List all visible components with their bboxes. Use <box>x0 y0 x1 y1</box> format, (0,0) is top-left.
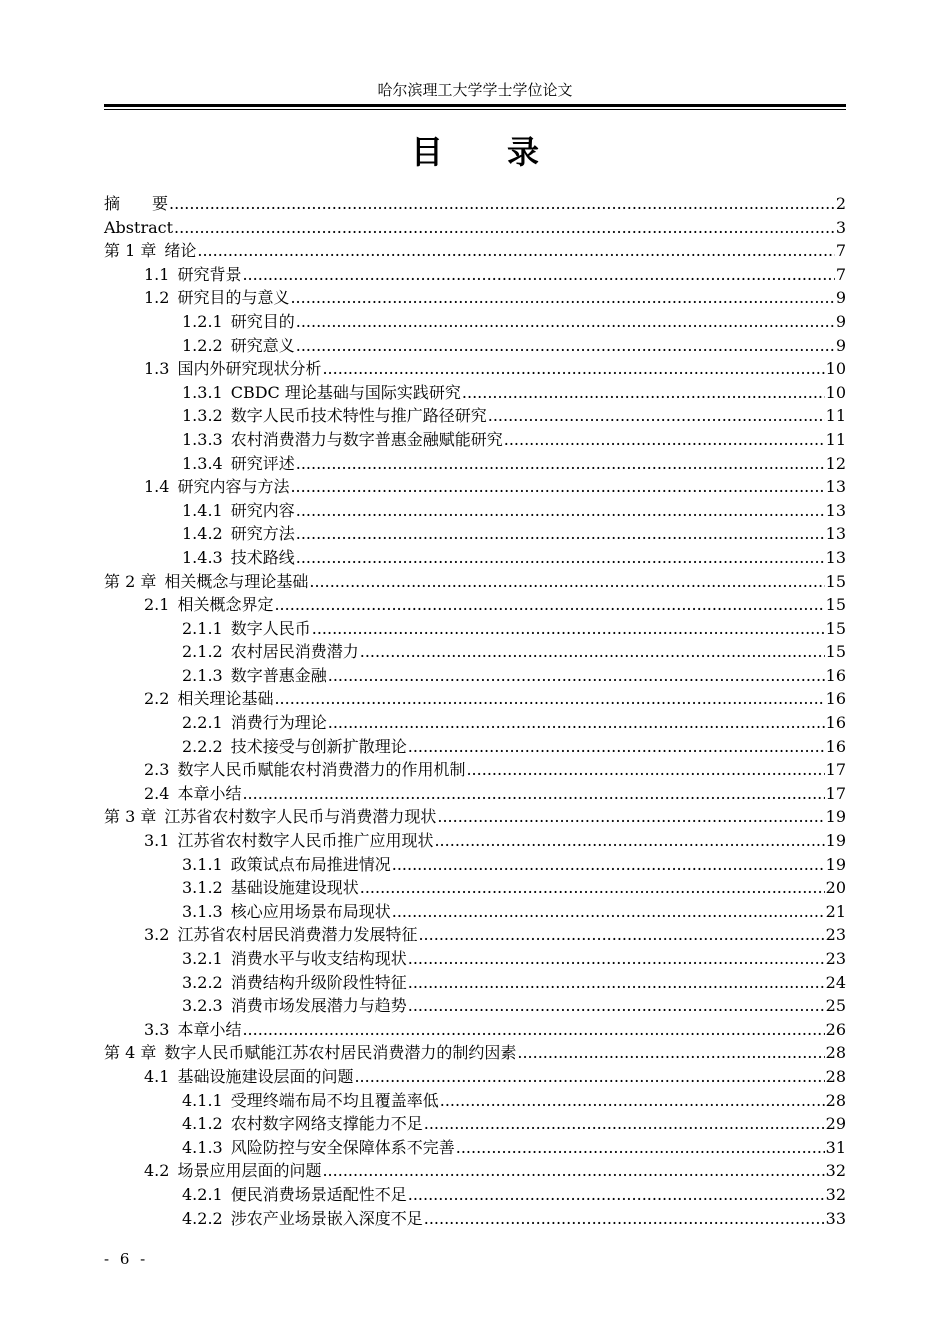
toc-entry[interactable] <box>104 499 846 523</box>
toc-entry-number: 1.3.2 <box>182 406 223 426</box>
toc-entry-title: 数字普惠金融 <box>230 665 327 685</box>
toc-entry-label <box>182 735 407 759</box>
toc-entry-number: 1.2.1 <box>182 311 223 331</box>
toc-entry-page: 17 <box>825 760 846 780</box>
toc-entry[interactable] <box>104 1136 846 1160</box>
toc-entry-label <box>182 452 295 476</box>
toc-entry[interactable] <box>104 1112 846 1136</box>
toc-entry-number: 3.2 <box>144 925 170 945</box>
toc-entry-page: 32 <box>825 1184 846 1204</box>
toc-entry-label <box>182 711 327 735</box>
toc-entry-number: 4.1.1 <box>182 1090 223 1110</box>
toc-entry[interactable] <box>104 1018 846 1042</box>
toc-entry-label <box>144 593 273 617</box>
toc-entry[interactable] <box>104 853 846 877</box>
toc-entry[interactable] <box>104 357 846 381</box>
toc-entry-title: 消费水平与收支结构现状 <box>230 949 407 968</box>
toc-dot-leader <box>242 263 834 287</box>
toc-entry-label <box>144 829 433 853</box>
table-of-contents <box>104 192 846 1230</box>
toc-dot-leader <box>290 286 834 310</box>
toc-dot-leader <box>328 711 825 735</box>
toc-entry-title: 受理终端布局不均且覆盖率低 <box>230 1090 439 1110</box>
toc-dot-leader <box>408 947 825 971</box>
toc-entry-label <box>144 357 321 381</box>
toc-entry-number: 1.4 <box>144 477 170 497</box>
toc-entry-label <box>182 522 295 546</box>
toc-entry-number: 2.1.1 <box>182 618 223 638</box>
toc-entry-title: 技术接受与创新扩散理论 <box>230 736 407 756</box>
toc-entry-title: 研究意义 <box>230 335 295 355</box>
toc-entry[interactable] <box>104 735 846 759</box>
toc-entry-title: 研究内容与方法 <box>177 477 290 497</box>
toc-entry[interactable] <box>104 640 846 664</box>
toc-dot-leader <box>296 452 825 476</box>
toc-entry-label <box>182 853 391 877</box>
toc-entry[interactable] <box>104 239 846 263</box>
toc-entry[interactable] <box>104 1065 846 1089</box>
toc-dot-leader <box>296 546 825 570</box>
toc-entry-page: 9 <box>835 311 846 331</box>
toc-entry[interactable] <box>104 334 846 358</box>
toc-dot-leader <box>392 900 825 924</box>
toc-entry-label <box>182 664 327 688</box>
toc-entry-label <box>182 1089 439 1113</box>
running-header: 哈尔滨理工大学学士学位论文 <box>377 81 573 99</box>
toc-entry-number: 摘 要 <box>104 194 169 213</box>
toc-entry-title: 技术路线 <box>230 547 295 567</box>
toc-entry[interactable] <box>104 876 846 900</box>
toc-dot-leader <box>360 876 825 900</box>
toc-entry-page: 19 <box>825 854 846 874</box>
toc-dot-leader <box>197 239 834 263</box>
toc-entry-number: 2.2.2 <box>182 736 223 756</box>
toc-entry-page: 23 <box>825 949 846 968</box>
toc-entry-label <box>182 900 391 924</box>
toc-entry-page: 10 <box>825 382 846 402</box>
toc-dot-leader <box>462 381 825 405</box>
toc-entry-number: 2.4 <box>144 783 170 803</box>
toc-entry-title: 相关概念界定 <box>177 595 274 615</box>
toc-entry[interactable] <box>104 546 846 570</box>
toc-entry-title: 研究方法 <box>230 524 295 544</box>
toc-entry[interactable] <box>104 381 846 405</box>
toc-entry-title: 数字人民币赋能农村消费潜力的作用机制 <box>177 760 466 780</box>
toc-entry-title: 研究内容 <box>230 500 295 520</box>
toc-entry-number: 1.1 <box>144 264 170 284</box>
toc-entry-number: 4.2 <box>144 1161 170 1181</box>
toc-entry-label <box>144 286 289 310</box>
toc-entry[interactable] <box>104 805 846 829</box>
toc-entry-number: 3.2.2 <box>182 972 223 992</box>
toc-dot-leader <box>328 664 825 688</box>
toc-entry[interactable] <box>104 286 846 310</box>
toc-entry-number: Abstract <box>104 217 174 237</box>
toc-dot-leader <box>424 1112 825 1136</box>
toc-dot-leader <box>274 687 824 711</box>
toc-entry-number: 4.1.3 <box>182 1137 223 1157</box>
toc-entry-number: 3.2.1 <box>182 949 223 968</box>
toc-dot-leader <box>322 357 824 381</box>
toc-entry-number: 4.2.1 <box>182 1184 223 1204</box>
toc-dot-leader <box>174 216 835 240</box>
toc-entry[interactable] <box>104 617 846 641</box>
toc-entry[interactable] <box>104 404 846 428</box>
toc-entry-number: 2.1.2 <box>182 642 223 662</box>
toc-entry-page: 13 <box>825 500 846 520</box>
toc-entry[interactable] <box>104 1159 846 1183</box>
toc-entry-page: 15 <box>825 595 846 615</box>
toc-entry[interactable] <box>104 216 846 240</box>
toc-dot-leader <box>440 1089 825 1113</box>
toc-dot-leader <box>322 1159 824 1183</box>
toc-entry-label <box>104 1041 516 1065</box>
page-title: 目 录 <box>410 133 539 171</box>
toc-entry-page: 24 <box>825 972 846 992</box>
toc-entry-label <box>144 923 417 947</box>
toc-entry-page: 28 <box>825 1043 846 1063</box>
toc-entry[interactable] <box>104 923 846 947</box>
toc-entry-title: 农村居民消费潜力 <box>230 642 359 662</box>
toc-entry[interactable] <box>104 475 846 499</box>
toc-entry-label <box>104 570 308 594</box>
toc-entry-page: 17 <box>825 783 846 803</box>
toc-entry-page: 11 <box>825 429 846 449</box>
toc-entry-number: 4.1.2 <box>182 1114 223 1134</box>
toc-entry-page: 15 <box>825 642 846 662</box>
toc-entry-label <box>182 546 295 570</box>
toc-dot-leader <box>488 404 825 428</box>
toc-entry[interactable] <box>104 1207 846 1231</box>
toc-entry-page: 10 <box>825 359 846 379</box>
toc-dot-leader <box>360 640 825 664</box>
toc-entry-number: 1.3.1 <box>182 382 223 402</box>
toc-entry-label <box>182 404 487 428</box>
toc-entry-page: 28 <box>825 1090 846 1110</box>
toc-entry-title: 风险防控与安全保障体系不完善 <box>230 1137 455 1157</box>
toc-entry-label <box>182 310 295 334</box>
toc-entry[interactable] <box>104 263 846 287</box>
toc-entry-page: 11 <box>825 406 846 426</box>
toc-dot-leader <box>466 758 824 782</box>
toc-entry[interactable] <box>104 900 846 924</box>
toc-dot-leader <box>312 617 825 641</box>
toc-entry-page: 16 <box>825 713 846 733</box>
toc-dot-leader <box>408 994 825 1018</box>
toc-dot-leader <box>517 1041 824 1065</box>
toc-entry-title: 便民消费场景适配性不足 <box>230 1184 407 1204</box>
toc-entry-title: 消费行为理论 <box>230 713 327 733</box>
toc-dot-leader <box>434 829 824 853</box>
page-number: - 6 - <box>104 1250 149 1268</box>
toc-entry-page: 19 <box>825 831 846 851</box>
toc-entry-number: 第 1 章 <box>104 241 157 261</box>
toc-dot-leader <box>296 334 835 358</box>
toc-entry-number: 第 3 章 <box>104 807 157 827</box>
toc-entry-page: 23 <box>825 925 846 945</box>
toc-entry-number: 1.2 <box>144 288 170 308</box>
toc-entry-page: 13 <box>825 547 846 567</box>
toc-entry[interactable] <box>104 1183 846 1207</box>
toc-dot-leader <box>242 1018 824 1042</box>
toc-entry-label <box>182 947 407 971</box>
toc-entry-number: 第 4 章 <box>104 1043 157 1063</box>
toc-entry-number: 3.1.3 <box>182 901 223 921</box>
toc-entry-number: 1.4.3 <box>182 547 223 567</box>
toc-dot-leader <box>504 428 825 452</box>
toc-entry-title: 研究目的 <box>230 311 295 331</box>
toc-entry-title: 本章小结 <box>177 1019 242 1039</box>
toc-entry-number: 第 2 章 <box>104 571 157 591</box>
toc-entry-label <box>104 239 196 263</box>
toc-entry-title: 江苏省农村数字人民币推广应用现状 <box>177 831 434 851</box>
toc-entry-title: 江苏省农村数字人民币与消费潜力现状 <box>164 807 437 827</box>
toc-entry-page: 21 <box>825 901 846 921</box>
toc-entry-number: 2.2.1 <box>182 713 223 733</box>
toc-entry-title: 涉农产业场景嵌入深度不足 <box>230 1208 423 1228</box>
toc-entry-title: 场景应用层面的问题 <box>177 1161 322 1181</box>
toc-entry-page: 16 <box>825 736 846 756</box>
toc-entry-number: 1.4.1 <box>182 500 223 520</box>
toc-entry[interactable] <box>104 782 846 806</box>
toc-entry-page: 32 <box>825 1161 846 1181</box>
toc-entry-page: 29 <box>825 1114 846 1134</box>
toc-entry-label <box>182 1112 423 1136</box>
toc-entry[interactable] <box>104 687 846 711</box>
toc-entry[interactable] <box>104 1089 846 1113</box>
toc-entry-number: 1.3 <box>144 359 170 379</box>
toc-entry-page: 15 <box>825 618 846 638</box>
toc-entry-title: 国内外研究现状分析 <box>177 359 322 379</box>
toc-entry-label <box>144 263 241 287</box>
toc-entry-label <box>182 1136 455 1160</box>
toc-entry-title: 研究目的与意义 <box>177 288 290 308</box>
toc-entry-number: 3.2.3 <box>182 996 223 1016</box>
toc-entry-number: 2.2 <box>144 689 170 709</box>
toc-entry-label <box>182 617 311 641</box>
toc-entry[interactable] <box>104 452 846 476</box>
toc-entry-number: 4.2.2 <box>182 1208 223 1228</box>
toc-entry[interactable] <box>104 711 846 735</box>
toc-entry-label <box>182 971 407 995</box>
toc-entry[interactable] <box>104 829 846 853</box>
toc-entry-title: 研究评述 <box>230 453 295 473</box>
toc-entry-label <box>182 876 359 900</box>
toc-entry-number: 1.3.4 <box>182 453 223 473</box>
toc-entry-title: 绪论 <box>164 241 197 261</box>
toc-entry-page: 3 <box>835 217 846 237</box>
toc-entry-number: 3.1.1 <box>182 854 223 874</box>
toc-entry-page: 16 <box>825 665 846 685</box>
toc-dot-leader <box>296 499 825 523</box>
toc-entry-number: 1.4.2 <box>182 524 223 544</box>
toc-entry-number: 3.1 <box>144 831 170 851</box>
toc-entry-page: 26 <box>825 1019 846 1039</box>
toc-entry-title: 农村消费潜力与数字普惠金融赋能研究 <box>230 429 503 449</box>
toc-entry[interactable] <box>104 664 846 688</box>
toc-entry-title: 数字人民币赋能江苏农村居民消费潜力的制约因素 <box>164 1043 517 1063</box>
toc-entry[interactable] <box>104 310 846 334</box>
toc-entry-number: 2.1 <box>144 595 170 615</box>
toc-entry-title: 数字人民币技术特性与推广路径研究 <box>230 406 487 426</box>
toc-entry-number: 3.1.2 <box>182 878 223 898</box>
toc-entry-title: 政策试点布局推进情况 <box>230 854 391 874</box>
toc-entry-label <box>104 192 168 216</box>
toc-entry-title: CBDC 理论基础与国际实践研究 <box>230 382 461 402</box>
toc-entry-page: 33 <box>825 1208 846 1228</box>
toc-entry[interactable] <box>104 971 846 995</box>
header-rule-thick <box>104 104 846 107</box>
toc-entry-number: 1.2.2 <box>182 335 223 355</box>
toc-dot-leader <box>354 1065 824 1089</box>
toc-entry-page: 31 <box>825 1137 846 1157</box>
toc-entry-number: 2.1.3 <box>182 665 223 685</box>
toc-entry-number: 3.3 <box>144 1019 170 1039</box>
toc-entry-label <box>144 687 273 711</box>
toc-entry-label <box>182 1183 407 1207</box>
toc-entry-label <box>182 994 407 1018</box>
toc-dot-leader <box>418 923 824 947</box>
toc-entry[interactable] <box>104 1041 846 1065</box>
toc-entry-page: 9 <box>835 335 846 355</box>
toc-entry-label <box>144 782 241 806</box>
toc-entry-page: 9 <box>835 288 846 308</box>
toc-entry[interactable] <box>104 570 846 594</box>
toc-entry-title: 基础设施建设现状 <box>230 878 359 898</box>
toc-entry-number: 1.3.3 <box>182 429 223 449</box>
toc-entry-label <box>182 499 295 523</box>
toc-dot-leader <box>296 522 825 546</box>
toc-entry-title: 研究背景 <box>177 264 242 284</box>
toc-entry-title: 本章小结 <box>177 783 242 803</box>
toc-entry-label <box>182 428 503 452</box>
toc-entry-page: 19 <box>825 807 846 827</box>
toc-dot-leader <box>392 853 825 877</box>
toc-dot-leader <box>408 971 825 995</box>
toc-dot-leader <box>169 192 835 216</box>
toc-entry-page: 7 <box>835 241 846 261</box>
toc-dot-leader <box>309 570 824 594</box>
toc-entry-page: 16 <box>825 689 846 709</box>
toc-entry-label <box>144 1018 241 1042</box>
toc-entry[interactable] <box>104 428 846 452</box>
header-rule-thin <box>104 109 846 110</box>
toc-entry[interactable] <box>104 947 846 971</box>
toc-entry[interactable] <box>104 758 846 782</box>
toc-entry-label <box>182 640 359 664</box>
toc-entry-label <box>144 1065 353 1089</box>
toc-entry-label <box>144 475 289 499</box>
toc-entry-title: 相关概念与理论基础 <box>164 571 309 591</box>
toc-entry-page: 28 <box>825 1066 846 1086</box>
toc-entry-label <box>144 1159 321 1183</box>
toc-entry-page: 25 <box>825 996 846 1016</box>
toc-dot-leader <box>274 593 824 617</box>
toc-dot-leader <box>408 1183 825 1207</box>
toc-entry-title: 消费结构升级阶段性特征 <box>230 972 407 992</box>
toc-dot-leader <box>242 782 824 806</box>
toc-dot-leader <box>437 805 824 829</box>
toc-entry-number: 2.3 <box>144 760 170 780</box>
toc-entry-title: 相关理论基础 <box>177 689 274 709</box>
toc-entry-title: 数字人民币 <box>230 618 311 638</box>
toc-entry-number: 4.1 <box>144 1066 170 1086</box>
toc-entry-page: 12 <box>825 453 846 473</box>
toc-entry[interactable] <box>104 522 846 546</box>
toc-dot-leader <box>290 475 824 499</box>
toc-dot-leader <box>456 1136 825 1160</box>
toc-entry-title: 核心应用场景布局现状 <box>230 901 391 921</box>
toc-entry-page: 2 <box>835 194 846 213</box>
toc-entry[interactable] <box>104 192 846 216</box>
toc-entry[interactable] <box>104 593 846 617</box>
toc-entry-label <box>104 805 436 829</box>
toc-entry-page: 15 <box>825 571 846 591</box>
toc-entry-page: 20 <box>825 878 846 898</box>
toc-entry-page: 13 <box>825 477 846 497</box>
toc-entry-title: 基础设施建设层面的问题 <box>177 1066 354 1086</box>
toc-entry-label <box>144 758 465 782</box>
toc-entry-title: 消费市场发展潜力与趋势 <box>230 996 407 1016</box>
toc-dot-leader <box>296 310 835 334</box>
toc-dot-leader <box>424 1207 825 1231</box>
toc-entry-title: 江苏省农村居民消费潜力发展特征 <box>177 925 418 945</box>
toc-entry-page: 7 <box>835 264 846 284</box>
toc-entry-page: 13 <box>825 524 846 544</box>
toc-entry-label <box>182 381 461 405</box>
toc-entry[interactable] <box>104 994 846 1018</box>
toc-entry-label <box>104 216 173 240</box>
toc-dot-leader <box>408 735 825 759</box>
toc-entry-label <box>182 1207 423 1231</box>
toc-entry-title: 农村数字网络支撑能力不足 <box>230 1114 423 1134</box>
toc-entry-label <box>182 334 295 358</box>
